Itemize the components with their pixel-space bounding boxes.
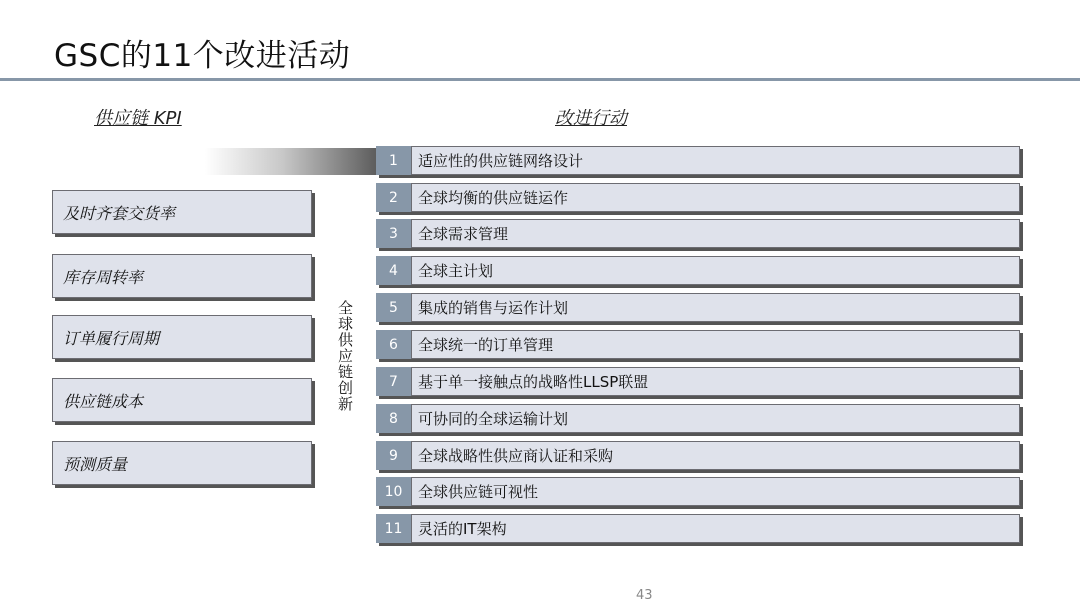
kpi-box xyxy=(52,441,312,485)
action-number: 11 xyxy=(376,514,411,543)
action-label: 集成的销售与运作计划 xyxy=(411,293,1020,322)
action-number: 4 xyxy=(376,256,411,285)
action-number: 5 xyxy=(376,293,411,322)
action-label: 灵活的IT架构 xyxy=(411,514,1020,543)
actions-heading: 改进行动 xyxy=(555,108,627,129)
action-label: 全球均衡的供应链运作 xyxy=(411,183,1020,212)
kpi-label: 订单履行周期 xyxy=(63,328,160,348)
kpi-label: 库存周转率 xyxy=(63,267,144,287)
action-row xyxy=(376,367,1020,396)
action-label: 适应性的供应链网络设计 xyxy=(411,146,1020,175)
action-label: 基于单一接触点的战略性LLSP联盟 xyxy=(411,367,1020,396)
kpi-box xyxy=(52,254,312,298)
action-number: 8 xyxy=(376,404,411,433)
action-row xyxy=(376,404,1020,433)
action-row xyxy=(376,256,1020,285)
action-row xyxy=(376,441,1020,470)
kpi-label: 及时齐套交货率 xyxy=(63,203,176,223)
kpi-label: 供应链成本 xyxy=(63,391,144,411)
kpi-label: 预测质量 xyxy=(63,454,128,474)
innovation-vertical-label: 全球供应链创新 xyxy=(336,300,354,412)
action-row xyxy=(376,146,1020,175)
action-number: 6 xyxy=(376,330,411,359)
action-row xyxy=(376,477,1020,506)
action-number: 2 xyxy=(376,183,411,212)
action-row xyxy=(376,514,1020,543)
kpi-box xyxy=(52,378,312,422)
action-row xyxy=(376,183,1020,212)
action-number: 7 xyxy=(376,367,411,396)
action-number: 3 xyxy=(376,219,411,248)
action-label: 全球战略性供应商认证和采购 xyxy=(411,441,1020,470)
gradient-arrow-bar xyxy=(205,148,377,175)
action-label: 全球需求管理 xyxy=(411,219,1020,248)
action-number: 9 xyxy=(376,441,411,470)
action-label: 全球供应链可视性 xyxy=(411,477,1020,506)
action-label: 全球统一的订单管理 xyxy=(411,330,1020,359)
kpi-heading: 供应链 KPI xyxy=(94,108,182,129)
title-divider xyxy=(0,78,1080,81)
action-label: 全球主计划 xyxy=(411,256,1020,285)
page-number: 43 xyxy=(636,588,653,603)
action-row xyxy=(376,219,1020,248)
action-number: 1 xyxy=(376,146,411,175)
action-row xyxy=(376,293,1020,322)
kpi-box xyxy=(52,190,312,234)
slide-title: GSC的11个改进活动 xyxy=(54,38,351,74)
action-number: 10 xyxy=(376,477,411,506)
kpi-box xyxy=(52,315,312,359)
action-label: 可协同的全球运输计划 xyxy=(411,404,1020,433)
action-row xyxy=(376,330,1020,359)
